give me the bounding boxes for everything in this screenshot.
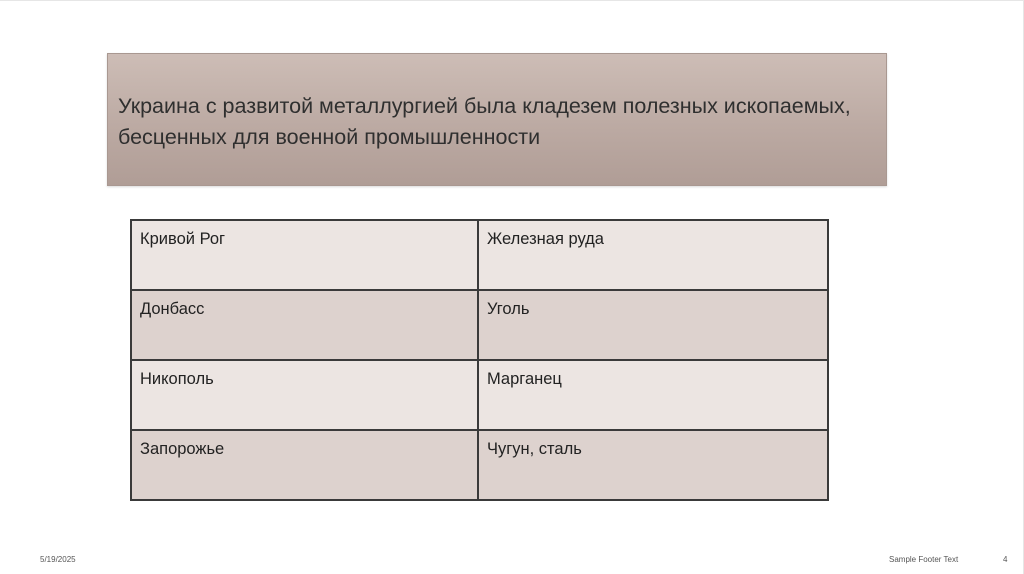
table-cell-region[interactable]: Кривой Рог: [131, 220, 478, 290]
slide-title[interactable]: Украина с развитой металлургией была кладезем полезных ископаемых, бесценных для военной промышленности: [118, 94, 851, 149]
table-row: [131, 220, 828, 290]
table-cell-region[interactable]: Донбасс: [131, 290, 478, 360]
table-cell-region[interactable]: Запорожье: [131, 430, 478, 500]
title-placeholder[interactable]: [107, 53, 887, 186]
table-row: [131, 360, 828, 430]
table-cell-resource[interactable]: Марганец: [478, 360, 828, 430]
table-cell-resource[interactable]: Чугун, сталь: [478, 430, 828, 500]
table-cell-resource[interactable]: Уголь: [478, 290, 828, 360]
table-row: [131, 290, 828, 360]
footer-text: Sample Footer Text: [889, 555, 959, 564]
top-divider: [0, 0, 1024, 1]
table-cell-region[interactable]: Никополь: [131, 360, 478, 430]
table-cell-resource[interactable]: Железная руда: [478, 220, 828, 290]
table-row: [131, 430, 828, 500]
slide-number: 4: [1003, 555, 1008, 564]
footer-date: 5/19/2025: [40, 555, 76, 564]
resources-table[interactable]: [130, 219, 829, 501]
